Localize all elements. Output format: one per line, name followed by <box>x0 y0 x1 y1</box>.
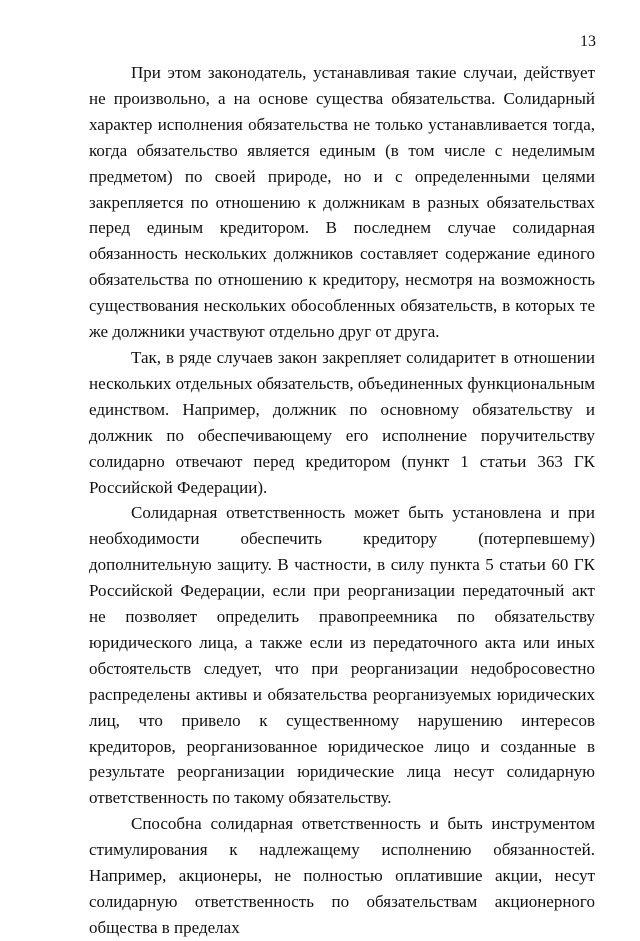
paragraph-2: Так, в ряде случаев закон закрепляет солидаритет в отношении нескольких отдельных обязательств, объединенных функциональным единством. Например, должник по основному обязательству и должник по обеспечивающему его исполнение поручительству солидарно отвечают перед кредитором (пункт 1 статьи 363 ГК Российской Федерации). <box>89 347 595 497</box>
paragraph-4: Способна солидарная ответственность и быть инструментом стимулирования к надлежащему исполнению обязанностей. Например, акционеры, не полностью оплатившие акции, несут солидарную ответственность по обязательствам акционерного общества в пределах <box>89 814 595 937</box>
body-text <box>89 60 595 941</box>
paragraph-3: Солидарная ответственность может быть установлена и при необходимости обеспечить кредитору (потерпевшему) дополнительную защиту. В частности, в силу пункта 5 статьи 60 ГК Российской Федерации, если при реорганизации передаточный акт не позволяет определить правопреемника по обязательству юридического лица, а также если из передаточного акта или иных обстоятельств следует, что при реорганизации недобросовестно распределены активы и обязательства реорганизуемых юридических лиц, что привело к существенному нарушению интересов кредиторов, реорганизованное юридическое лицо и созданные в результате реорганизации юридические лица несут солидарную ответственность по такому обязательству. <box>89 503 595 808</box>
paragraph-1: При этом законодатель, устанавливая такие случаи, действует не произвольно, а на основе существа обязательства. Солидарный характер исполнения обязательства не только устанавливается тогда, когда обязательство является единым (в том числе с неделимым предметом) по своей природе, но и с определенными целями закрепляется по отношению к должникам в разных обязательствах перед единым кредитором. В последнем случае солидарная обязанность нескольких должников составляет содержание единого обязательства по отношению к кредитору, несмотря на возможность существования нескольких обособленных обязательств, в которых те же должники участвуют отдельно друг от друга. <box>89 63 595 342</box>
page-number: 13 <box>580 33 596 50</box>
